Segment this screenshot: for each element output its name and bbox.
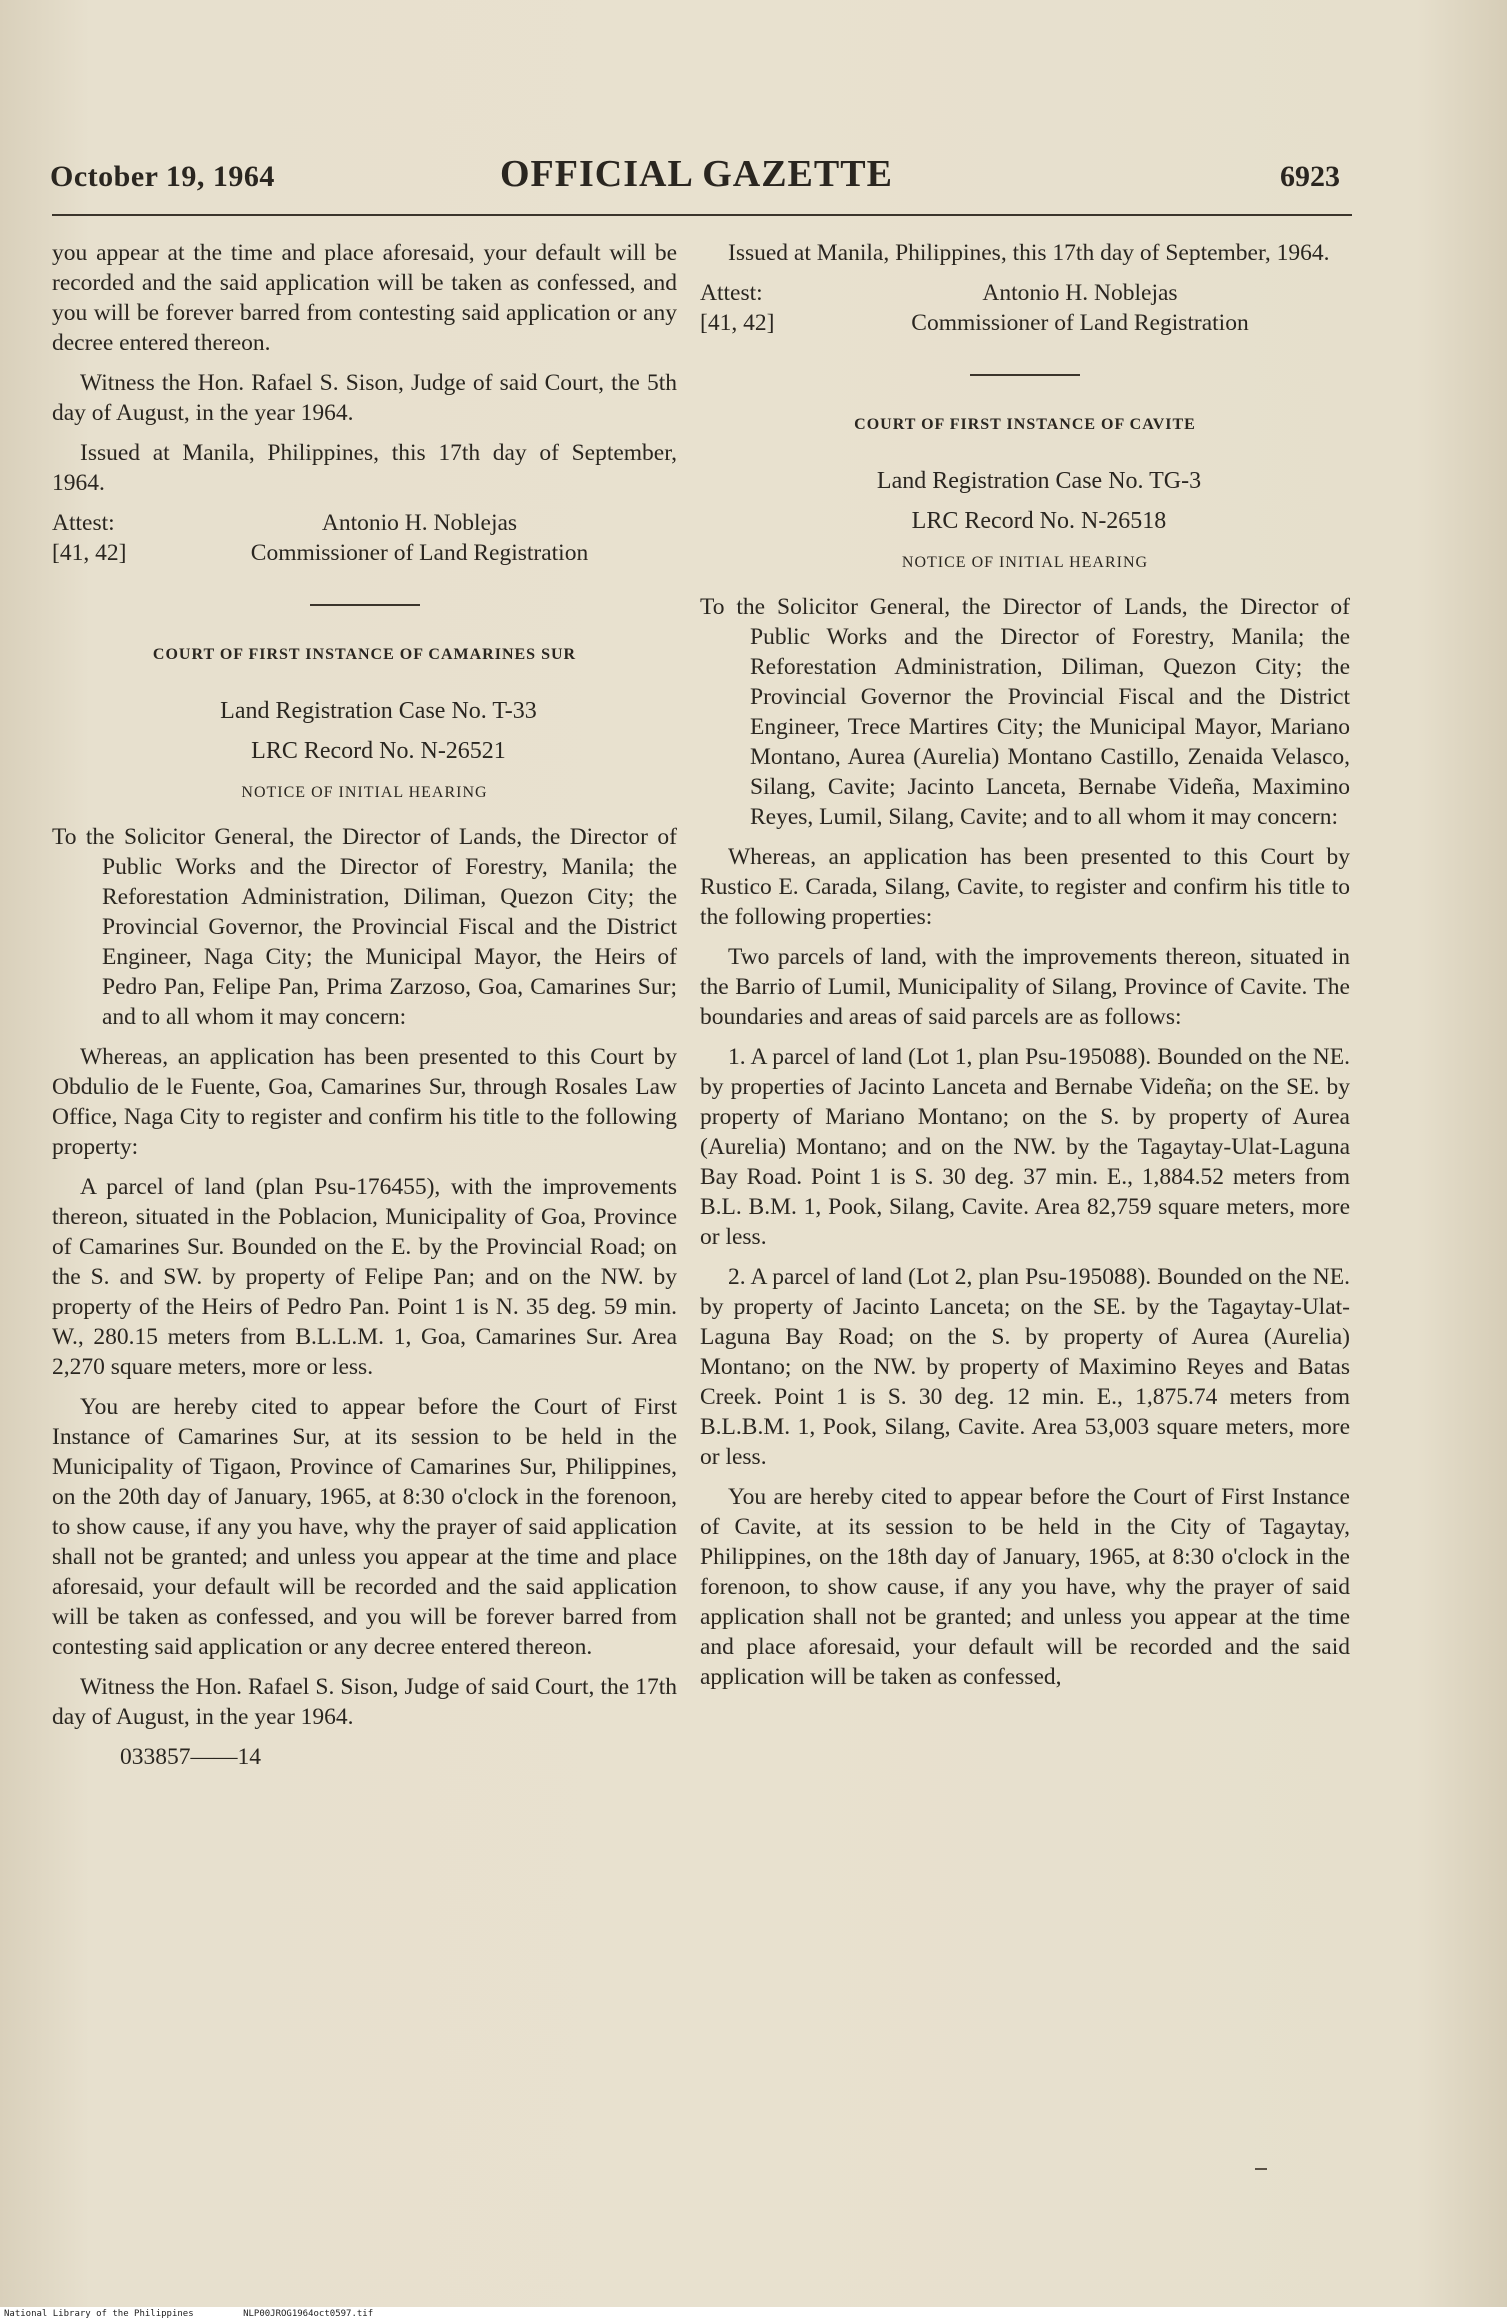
publication-title: OFFICIAL GAZETTE [500, 153, 893, 195]
right-column [700, 238, 1350, 1702]
attest-label: Attest: [52, 510, 115, 536]
attest-block [52, 508, 677, 568]
print-code: 033857——14 [120, 1744, 261, 1770]
notice-paragraph: A parcel of land (plan Psu-176455), with the improvements thereon, situated in the Poblacion, Municipality of Goa, Province of Camarines Sur. Bounded on the E. by the Provincial Road; on the S. and SW. by property of Felipe Pan; and on the NW. by property of the Heirs of Pedro Pan. Point 1 is N. 35 deg. 59 min. W., 280.15 meters from B.L.L.M. 1, Goa, Camarines Sur. Area 2,270 square meters, more or less. [52, 1174, 677, 1380]
notice-paragraph: You are hereby cited to appear before the Court of First Instance of Cavite, at its session to be held in the City of Tagaytay, Philippines, on the 18th day of January, 1965, at 8:30 o'clock in the forenoon, to show cause, if any you have, why the prayer of said application shall not be granted; and unless you appear at the time and place aforesaid, your default will be recorded and the said application will be taken as confessed, [700, 1484, 1350, 1690]
notice-paragraph: Two parcels of land, with the improvements thereon, situated in the Barrio of Lumil, Municipality of Silang, Province of Cavite. The boundaries and areas of said parcels are as follows: [700, 944, 1350, 1030]
attest-block [700, 278, 1350, 338]
notice-paragraph: Witness the Hon. Rafael S. Sison, Judge of said Court, the 17th day of August, in the year 1964. [52, 1674, 677, 1730]
notice-heading: NOTICE OF INITIAL HEARING [901, 554, 1149, 571]
left-column [52, 238, 677, 1782]
notice-paragraph: 1. A parcel of land (Lot 1, plan Psu-195088). Bounded on the NE. by properties of Jacinto Lanceta and Bernabe Videña; on the SE. by property of Mariano Montano; on the S. by property of Aurea (Aurelia) Montano; and on the NW. by the Tagaytay-Ulat-Laguna Bay Road. Point 1 is S. 30 deg. 37 min. E., 1,884.52 meters from B.L. B.M. 1, Pook, Silang, Cavite. Area 82,759 square meters, more or less. [700, 1044, 1350, 1250]
witness-paragraph: Witness the Hon. Rafael S. Sison, Judge of said Court, the 5th day of August, in the year 1964. [52, 370, 677, 426]
scan-library: National Library of the Philippines [4, 2309, 194, 2319]
notice-paragraph: Whereas, an application has been presented to this Court by Obdulio de le Fuente, Goa, Camarines Sur, through Rosales Law Office, Naga City to register and confirm his title to the following property: [52, 1044, 677, 1160]
notice-paragraph: You are hereby cited to appear before the Court of First Instance of Camarines Sur, at its session to be held in the Municipality of Tigaon, Province of Camarines Sur, Philippines, on the 20th day of January, 1965, at 8:30 o'clock in the forenoon, to show cause, if any you have, why the prayer of said application shall not be granted; and unless you appear at the time and place aforesaid, your default will be recorded and the said application will be taken as confessed, and you will be forever barred from contesting said application or any decree entered thereon. [52, 1394, 677, 1660]
attest-label: Attest: [700, 280, 763, 306]
attest-name: Antonio H. Noblejas [982, 280, 1178, 306]
section-divider [310, 604, 420, 606]
scan-footer [0, 2307, 1507, 2321]
notice-heading: NOTICE OF INITIAL HEARING [241, 784, 488, 801]
case-number: Land Registration Case No. TG-3 [876, 468, 1202, 494]
addressees: To the Solicitor General, the Director of Lands, the Director of Public Works and the Director of Forestry, Manila; the Reforestation Administration, Diliman, Quezon City; the Provincial Governor the Provincial Fiscal and the District Engineer, Trece Martires City; the Municipal Mayor, Mariano Montano, Aurea (Aurelia) Montano Castillo, Zenaida Velasco, Silang, Cavite; Jacinto Lanceta, Bernabe Videña, Maximino Reyes, Lumil, Silang, Cavite; and to all whom it may concern: [700, 594, 1350, 830]
notice-paragraph: 2. A parcel of land (Lot 2, plan Psu-195088). Bounded on the NE. by property of Jacinto Lanceta; on the SE. by the Tagaytay-Ulat-Laguna Bay Road; on the S. by property of Aurea (Aurelia) Montano; on the NW. by property of Maximino Reyes and Batas Creek. Point 1 is S. 30 deg. 12 min. E., 1,875.74 meters from B.L.B.M. 1, Pook, Silang, Cavite. Area 53,003 square meters, more or less. [700, 1264, 1350, 1470]
attest-ref: [41, 42] [52, 540, 127, 566]
record-number: LRC Record No. N-26521 [251, 738, 506, 764]
attest-ref: [41, 42] [700, 310, 775, 336]
record-number: LRC Record No. N-26518 [911, 508, 1167, 534]
section-divider [970, 374, 1080, 376]
scan-filename: NLP00JROG1964oct0597.tif [243, 2309, 374, 2319]
issue-date: October 19, 1964 [50, 160, 275, 193]
continued-paragraph: you appear at the time and place aforesaid, your default will be recorded and the said application will be taken as confessed, and you will be forever barred from contesting said application or any decree entered thereon. [52, 240, 677, 356]
addressees: To the Solicitor General, the Director of Lands, the Director of Public Works and the Director of Forestry, Manila; the Reforestation Administration, Diliman, Quezon City; the Provincial Governor, the Provincial Fiscal and the District Engineer, Naga City; the Municipal Mayor, the Heirs of Pedro Pan, Felipe Pan, Prima Zarzoso, Goa, Camarines Sur; and to all whom it may concern: [52, 824, 677, 1030]
court-heading: COURT OF FIRST INSTANCE OF CAMARINES SUR [152, 646, 577, 663]
stray-mark [1255, 2168, 1267, 2170]
page-header [50, 150, 1340, 200]
case-number: Land Registration Case No. T-33 [220, 698, 537, 724]
court-heading: COURT OF FIRST INSTANCE OF CAVITE [854, 416, 1196, 433]
issued-paragraph: Issued at Manila, Philippines, this 17th day of September, 1964. [728, 240, 1330, 266]
header-rule [52, 214, 1352, 216]
page-number: 6923 [1280, 160, 1340, 193]
attest-role: Commissioner of Land Registration [250, 540, 589, 566]
attest-name: Antonio H. Noblejas [321, 510, 518, 536]
attest-role: Commissioner of Land Registration [911, 310, 1249, 336]
notice-paragraph: Whereas, an application has been presented to this Court by Rustico E. Carada, Silang, Cavite, to register and confirm his title to the following properties: [700, 844, 1350, 930]
issued-paragraph: Issued at Manila, Philippines, this 17th day of September, 1964. [52, 440, 677, 496]
